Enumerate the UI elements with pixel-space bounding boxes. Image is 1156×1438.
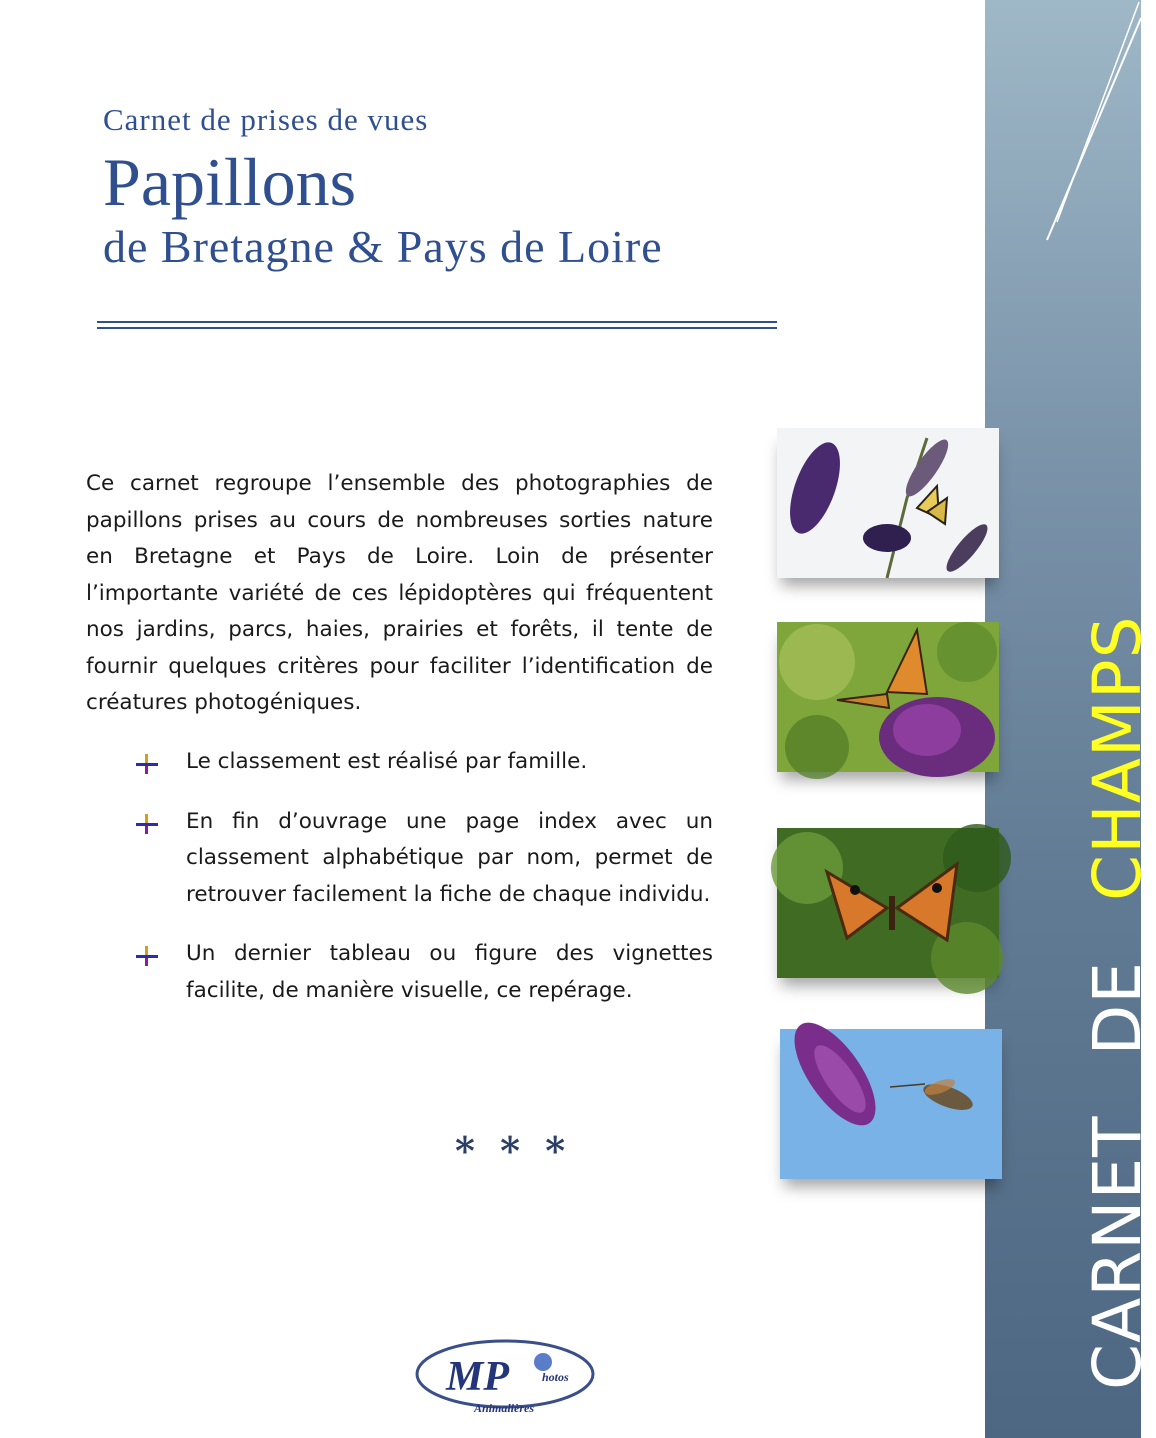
- photo-painted-lady: [777, 622, 999, 772]
- arrow-bullet-icon: [136, 946, 158, 966]
- list-item: [136, 744, 713, 781]
- vertical-title-champs: CHAMPS: [1079, 615, 1156, 901]
- section-separator: * * *: [455, 1128, 572, 1173]
- photo-hawk-moth: [780, 1029, 1002, 1179]
- arrow-bullet-icon: [136, 754, 158, 774]
- vertical-title-de: DE: [1079, 960, 1156, 1056]
- bullet-text: Un dernier tableau ou figure des vignettes facilite, de manière visuelle, ce repérage.: [186, 941, 713, 1003]
- vertical-title: [1079, 615, 1156, 1390]
- bullet-text: Le classement est réalisé par famille.: [186, 749, 588, 774]
- kicker: Carnet de prises de vues: [103, 102, 429, 137]
- title-block: [103, 100, 663, 274]
- page-subtitle: de Bretagne & Pays de Loire: [103, 221, 663, 272]
- photo-swallowtail: [777, 428, 999, 578]
- list-item: [136, 804, 713, 914]
- arrow-bullet-icon: [136, 814, 158, 834]
- title-rule-top: [97, 321, 777, 323]
- list-item: [136, 936, 713, 1009]
- logo-tagline: Animalières: [474, 1401, 535, 1415]
- bullet-text: En fin d’ouvrage une page index avec un classement alphabétique par nom, permet de retrouver facilement la fiche de chaque individu.: [186, 808, 713, 907]
- logo-suffix: hotos: [542, 1370, 569, 1384]
- mp-photos-logo: [412, 1338, 598, 1418]
- bullet-list: [136, 744, 713, 1032]
- photo-gatekeeper: [777, 828, 999, 978]
- logo-initials: MP: [446, 1354, 509, 1400]
- intro-paragraph: Ce carnet regroupe l’ensemble des photographies de papillons prises au cours de nombreuses sorties nature en Bretagne et Pays de Loire. Loin de présenter l’importante variété de ces lépidoptères qui fréquentent nos jardins, parcs, haies, prairies et forêts, il tente de fournir quelques critères pour faciliter l’identification de créatures photogéniques.: [86, 471, 713, 715]
- vertical-title-carnet: CARNET: [1079, 1115, 1156, 1390]
- decorative-lines: [985, 0, 1141, 260]
- title-rule-bottom: [97, 327, 777, 329]
- page-title: Papillons: [103, 144, 357, 220]
